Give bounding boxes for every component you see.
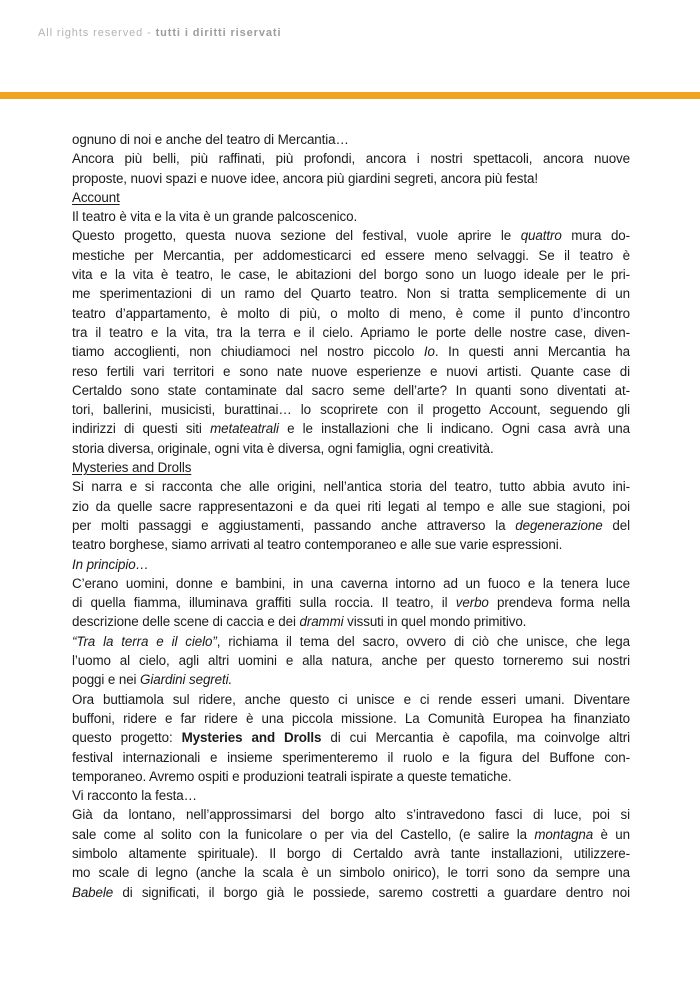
text-line: [72, 284, 630, 303]
text-segment: tori, ballerini, musicisti, burattinai… lo scoprirete con il progetto Account, seguendo gli: [72, 402, 630, 418]
text-segment: di quella fiamma, illuminava graffiti sulla roccia. Il teatro, il: [72, 595, 456, 611]
copyright-text-it: tutti i diritti riservati: [155, 27, 282, 39]
text-line: [72, 825, 630, 844]
text-segment: . In questi anni Mercantia ha: [434, 344, 630, 360]
text-segment: sale come al solito con la funicolare o per via del Castello, (e salire la: [72, 826, 535, 842]
text-line: [72, 786, 630, 805]
section-heading: [72, 458, 630, 477]
text-segment: Mysteries and Drolls: [72, 460, 192, 476]
text-segment: zio da quelle sacre rappresentazoni e da quei riti legati al tempo e alle sue stagioni, poi: [72, 498, 630, 514]
text-line: [72, 439, 630, 458]
text-segment: , richiama il tema del sacro, ovvero di ciò che unisce, che lega: [216, 633, 630, 649]
text-line: [72, 149, 630, 168]
text-line: [72, 265, 630, 284]
text-segment: mo scale di legno (anche la scala è un simbolo onirico), le torri sono da sempre una: [72, 865, 630, 881]
text-line: [72, 574, 630, 593]
text-line: [72, 362, 630, 381]
text-line: [72, 130, 630, 149]
text-segment: reso fertili vari territori e sono nate nuove esperienze e nuovi artisti. Quante case di: [72, 363, 630, 379]
text-line: [72, 612, 630, 631]
text-line: [72, 419, 630, 438]
text-line: [72, 555, 630, 574]
text-segment: Ora buttiamola sul ridere, anche questo ci unisce e ci rende esseri umani. Diventare: [72, 691, 630, 707]
text-line: [72, 670, 630, 689]
text-line: [72, 709, 630, 728]
text-segment: Vi racconto la festa…: [72, 788, 197, 804]
accent-divider-bar: [0, 92, 700, 99]
text-line: [72, 748, 630, 767]
text-segment: vissuti in quel mondo primitivo.: [343, 614, 527, 630]
text-segment: Account: [72, 189, 120, 205]
text-line: [72, 805, 630, 824]
text-line: [72, 400, 630, 419]
text-line: [72, 246, 630, 265]
text-segment: “Tra la terra e il cielo”: [72, 633, 217, 649]
text-segment: ognuno di noi e anche del teatro di Mercantia…: [72, 132, 349, 147]
text-segment: Babele: [72, 884, 114, 900]
text-line: [72, 728, 630, 747]
text-segment: di cui Mercantia è capofila, ma coinvolge altri: [321, 730, 630, 746]
text-segment: e le installazioni che li indicano. Ogni casa avrà una: [278, 421, 630, 437]
text-segment: Già da lontano, nell’approssimarsi del borgo alto s’intravedono fasci di luce, poi si: [72, 807, 630, 823]
text-segment: degenerazione: [515, 517, 603, 533]
text-line: [72, 381, 630, 400]
text-line: [72, 767, 630, 786]
text-line: [72, 207, 630, 226]
text-segment: mestiche per Mercantia, per addomesticarci ed essere meno selvaggi. Se il teatro è: [72, 247, 630, 263]
text-segment: C’erano uomini, donne e bambini, in una caverna intorno ad un fuoco e la tenera luce: [72, 575, 630, 591]
copyright-notice: [38, 27, 281, 39]
text-line: [72, 632, 630, 651]
text-segment: temporaneo. Avremo ospiti e produzioni teatrali ispirate a queste tematiche.: [72, 768, 512, 784]
text-segment: Questo progetto, questa nuova sezione del festival, vuole aprire le: [72, 228, 521, 244]
text-line: [72, 497, 630, 516]
section-heading: [72, 188, 630, 207]
text-segment: Si narra e si racconta che alle origini, nell’antica storia del teatro, tutto abbia avuto ini-: [72, 479, 630, 495]
text-segment: questo progetto:: [72, 730, 182, 746]
text-line: [72, 535, 630, 554]
text-segment: prendeva forma nella: [488, 595, 631, 611]
text-line: [72, 477, 630, 496]
text-segment: Mysteries and Drolls: [181, 730, 322, 746]
text-line: [72, 883, 630, 902]
text-segment: Certaldo sono state contaminate dal sacro seme dell’arte? In quanti sono diventati at-: [72, 382, 630, 398]
text-line: [72, 516, 630, 535]
text-segment: Giardini segreti.: [140, 672, 233, 688]
text-segment: verbo: [455, 595, 489, 611]
text-line: [72, 651, 630, 670]
text-segment: mura do-: [561, 228, 631, 244]
text-segment: festival internazionali e insieme sperimenteremo il ruolo e la figura del Buffone con-: [72, 749, 630, 765]
text-segment: poggi e nei: [72, 672, 141, 688]
text-line: [72, 690, 630, 709]
text-segment: Io: [423, 344, 435, 360]
text-segment: l’uomo al cielo, agli altri uomini e alla natura, anche per questo torneremo sui nostri: [72, 653, 630, 669]
text-segment: montagna: [534, 826, 594, 842]
text-segment: quattro: [520, 228, 562, 244]
text-segment: drammi: [299, 614, 344, 630]
text-line: [72, 863, 630, 882]
text-segment: indirizzi di questi siti: [72, 421, 211, 437]
text-line: [72, 593, 630, 612]
text-line: [72, 304, 630, 323]
copyright-text-en: All rights reserved -: [38, 27, 156, 39]
text-segment: vita e la vita è teatro, le case, le abitazioni del borgo sono un luogo ideale per le pri-: [72, 267, 630, 283]
text-line: [72, 342, 630, 361]
text-segment: teatro d’appartamento, è molto di più, o molto di meno, è come il punto d’incontro: [72, 305, 630, 321]
text-line: [72, 323, 630, 342]
text-line: [72, 169, 630, 188]
text-line: [72, 226, 630, 245]
text-segment: tra il teatro e la vita, tra la terra e il cielo. Apriamo le porte delle nostre case, diven-: [72, 324, 630, 340]
text-segment: me sperimentazioni di un ramo del Quarto teatro. Non si tratta semplicemente di un: [72, 286, 630, 302]
text-segment: Ancora più belli, più raffinati, più profondi, ancora i nostri spettacoli, ancora nuove: [72, 151, 630, 167]
text-segment: In principio…: [72, 556, 149, 572]
text-segment: per molti passaggi e aggiustamenti, passando anche attraverso la: [72, 517, 516, 533]
text-segment: storia diversa, originale, ogni vita è diversa, ogni famiglia, ogni creatività.: [72, 440, 494, 456]
text-segment: Il teatro è vita e la vita è un grande palcoscenico.: [72, 209, 358, 225]
text-line: [72, 844, 630, 863]
text-segment: di significati, il borgo già le possiede, saremo costretti a guardare dentro noi: [113, 884, 630, 900]
text-segment: proposte, nuovi spazi e nuove idee, ancora più giardini segreti, ancora più festa!: [72, 170, 538, 186]
text-segment: simbolo altamente spirituale). Il borgo di Certaldo avrà tante installazioni, utilizzere-: [72, 845, 630, 861]
text-segment: descrizione delle scene di caccia e dei: [72, 614, 300, 630]
text-segment: teatro borghese, siamo arrivati al teatro contemporaneo e alle sue varie espressioni.: [72, 537, 563, 553]
text-segment: tiamo accoglienti, non chiudiamoci nel nostro piccolo: [72, 344, 424, 360]
text-segment: buffoni, ridere e far ridere è una piccola missione. La Comunità Europea ha finanziato: [72, 710, 630, 726]
text-segment: del: [602, 517, 630, 533]
text-segment: metateatrali: [210, 421, 279, 437]
document-body: [72, 130, 630, 902]
text-segment: è un: [593, 826, 630, 842]
